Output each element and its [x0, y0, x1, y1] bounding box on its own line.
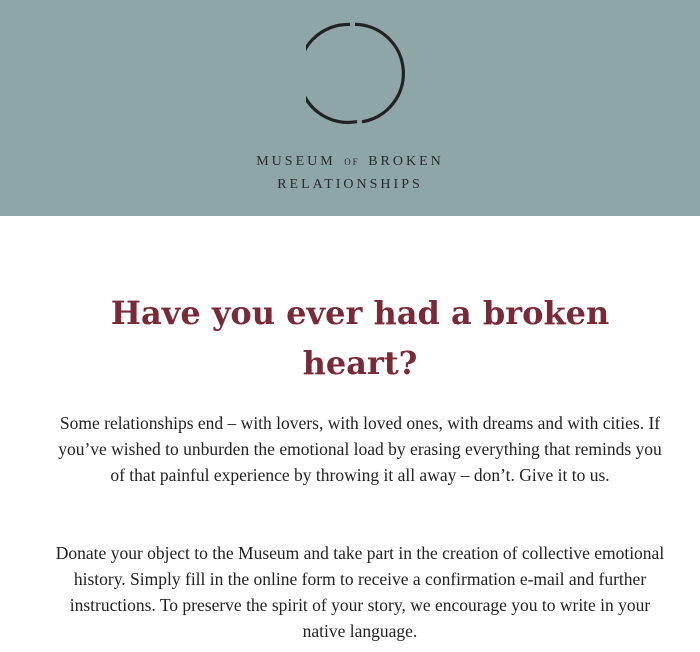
page-headline: Have you ever had a broken heart? [110, 294, 610, 382]
logo-wordmark-line2[interactable]: RELATIONSHIPS [277, 177, 423, 192]
broken-circle-icon[interactable] [306, 18, 416, 128]
intro-paragraph: Some relationships end – with lovers, with loved ones, with dreams and with cities. If you’ve wished to unburden the emotional load by erasing everything that reminds you of that painful experience by throwing it all away – don’t. Give it to us. [58, 413, 662, 485]
logo-word-of: OF [344, 157, 360, 167]
logo-word-museum: MUSEUM [256, 154, 336, 169]
logo-word-broken: BROKEN [368, 154, 444, 169]
logo-wordmark-line1[interactable] [0, 154, 700, 170]
site-header [0, 0, 700, 216]
donate-paragraph: Donate your object to the Museum and take part in the creation of collective emotional history. Simply fill in the online form to receive a confirmation e-mail and further instructions. To preserve the spirit of your story, we encourage you to write in your native language. [55, 543, 665, 641]
